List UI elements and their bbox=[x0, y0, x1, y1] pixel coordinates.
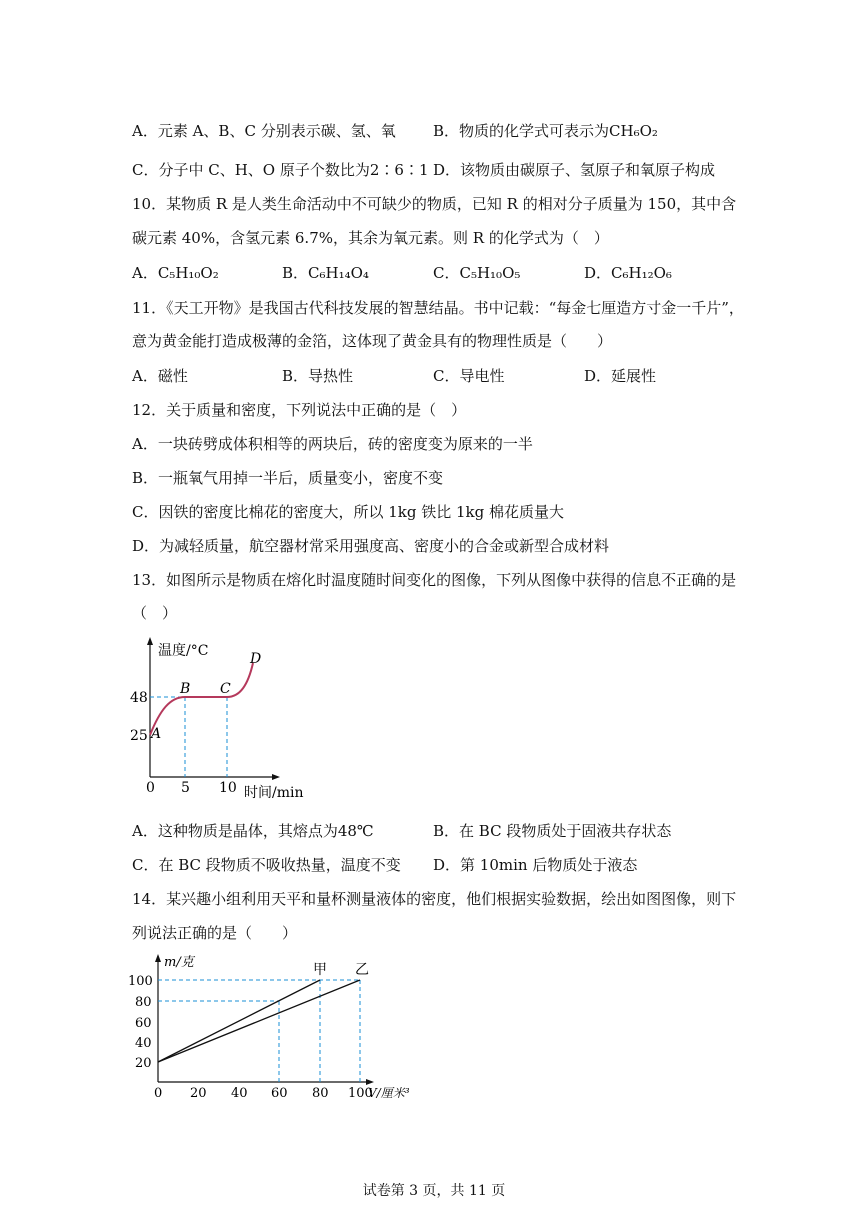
q12-option-a: A．一块砖劈成体积相等的两块后，砖的密度变为原来的一半 bbox=[132, 435, 533, 453]
q12-option-c: C．因铁的密度比棉花的密度大，所以 1kg 铁比 1kg 棉花质量大 bbox=[132, 503, 565, 521]
y-tick-40: 40 bbox=[135, 1036, 152, 1051]
x-axis-label: V/厘米³ bbox=[368, 1086, 410, 1100]
x-axis-arrow bbox=[366, 1079, 374, 1085]
q11-option-b: B．导热性 bbox=[282, 367, 354, 385]
series-label-jia: 甲 bbox=[313, 962, 327, 978]
point-label-b: B bbox=[180, 681, 191, 697]
q10-option-a: A．C₅H₁₀O₂ bbox=[132, 264, 219, 282]
x-axis-label: 时间/min bbox=[244, 785, 304, 801]
y-tick-60: 60 bbox=[135, 1016, 152, 1031]
temperature-curve bbox=[150, 663, 253, 735]
q10-stem-line2: 碳元素 40%，含氢元素 6.7%，其余为氧元素。则 R 的化学式为（ ） bbox=[132, 229, 609, 247]
x-tick-80: 80 bbox=[312, 1086, 329, 1101]
point-label-a: A bbox=[151, 726, 162, 742]
y-tick-20: 20 bbox=[135, 1056, 152, 1071]
q11-option-c: C．导电性 bbox=[433, 367, 505, 385]
q11-option-a: A．磁性 bbox=[132, 367, 188, 385]
q13-stem-line1: 13．如图所示是物质在熔化时温度随时间变化的图像，下列从图像中获得的信息不正确的是 bbox=[132, 571, 737, 589]
q9-option-b: B．物质的化学式可表示为CH₆O₂ bbox=[433, 122, 658, 140]
q13-option-c: C．在 BC 段物质不吸收热量，温度不变 bbox=[132, 856, 401, 874]
y-tick-25: 25 bbox=[130, 728, 148, 744]
q9-option-c: C．分子中 C、H、O 原子个数比为2∶6∶1 bbox=[132, 161, 429, 179]
y-axis-arrow bbox=[155, 954, 161, 962]
q13-option-b: B．在 BC 段物质处于固液共存状态 bbox=[433, 822, 672, 840]
q12-option-d: D．为减轻质量，航空器材常采用强度高、密度小的合金或新型合成材料 bbox=[132, 537, 610, 555]
x-tick-40: 40 bbox=[231, 1086, 248, 1101]
y-tick-100: 100 bbox=[128, 974, 153, 989]
q12-stem: 12．关于质量和密度，下列说法中正确的是（ ） bbox=[132, 401, 467, 419]
page-footer: 试卷第 3 页，共 11 页 bbox=[362, 1183, 506, 1199]
origin-label: 0 bbox=[146, 780, 155, 796]
y-axis-label: 温度/°C bbox=[158, 643, 209, 659]
series-label-yi: 乙 bbox=[355, 962, 369, 978]
q10-stem-line1: 10．某物质 R 是人类生命活动中不可缺少的物质，已知 R 的相对分子质量为 150，其中含 bbox=[132, 195, 737, 213]
q14-stem-line2: 列说法正确的是（ ） bbox=[132, 924, 298, 942]
y-tick-80: 80 bbox=[135, 995, 152, 1010]
q11-stem-line1: 11．《天工开物》是我国古代科技发展的智慧结晶。书中记载：“每金七厘造方寸金一千片”， bbox=[132, 299, 744, 317]
y-axis-label: m/克 bbox=[164, 955, 194, 970]
point-label-c: C bbox=[220, 681, 231, 697]
x-tick-5: 5 bbox=[181, 780, 190, 796]
q11-option-d: D．延展性 bbox=[584, 367, 657, 385]
q13-option-d: D．第 10min 后物质处于液态 bbox=[433, 856, 638, 874]
mass-volume-figure bbox=[120, 952, 430, 1102]
q10-option-c: C．C₅H₁₀O₅ bbox=[433, 264, 521, 282]
y-axis-arrow bbox=[147, 637, 153, 645]
q9-option-a: A．元素 A、B、C 分别表示碳、氢、氧 bbox=[132, 122, 396, 140]
x-tick-20: 20 bbox=[190, 1086, 207, 1101]
line-yi bbox=[158, 980, 360, 1062]
line-jia bbox=[158, 980, 320, 1062]
x-tick-60: 60 bbox=[271, 1086, 288, 1101]
melting-curve-figure bbox=[130, 635, 320, 805]
point-label-d: D bbox=[250, 651, 262, 667]
q13-stem-line2: （ ） bbox=[132, 604, 178, 622]
q14-stem-line1: 14．某兴趣小组利用天平和量杯测量液体的密度，他们根据实验数据，绘出如图图像，则下 bbox=[132, 890, 737, 908]
q13-option-a: A．这种物质是晶体，其熔点为48℃ bbox=[132, 822, 374, 840]
x-tick-0: 0 bbox=[154, 1086, 163, 1101]
x-tick-100: 100 bbox=[348, 1086, 373, 1101]
q10-option-d: D．C₆H₁₂O₆ bbox=[584, 264, 672, 282]
q10-option-b: B．C₆H₁₄O₄ bbox=[282, 264, 369, 282]
q11-stem-line2: 意为黄金能打造成极薄的金箔，这体现了黄金具有的物理性质是（ ） bbox=[132, 332, 613, 350]
x-axis-arrow bbox=[272, 774, 280, 780]
q9-option-d: D．该物质由碳原子、氢原子和氧原子构成 bbox=[433, 161, 716, 179]
x-tick-10: 10 bbox=[219, 780, 237, 796]
q12-option-b: B．一瓶氧气用掉一半后，质量变小，密度不变 bbox=[132, 469, 444, 487]
y-tick-48: 48 bbox=[130, 690, 148, 706]
